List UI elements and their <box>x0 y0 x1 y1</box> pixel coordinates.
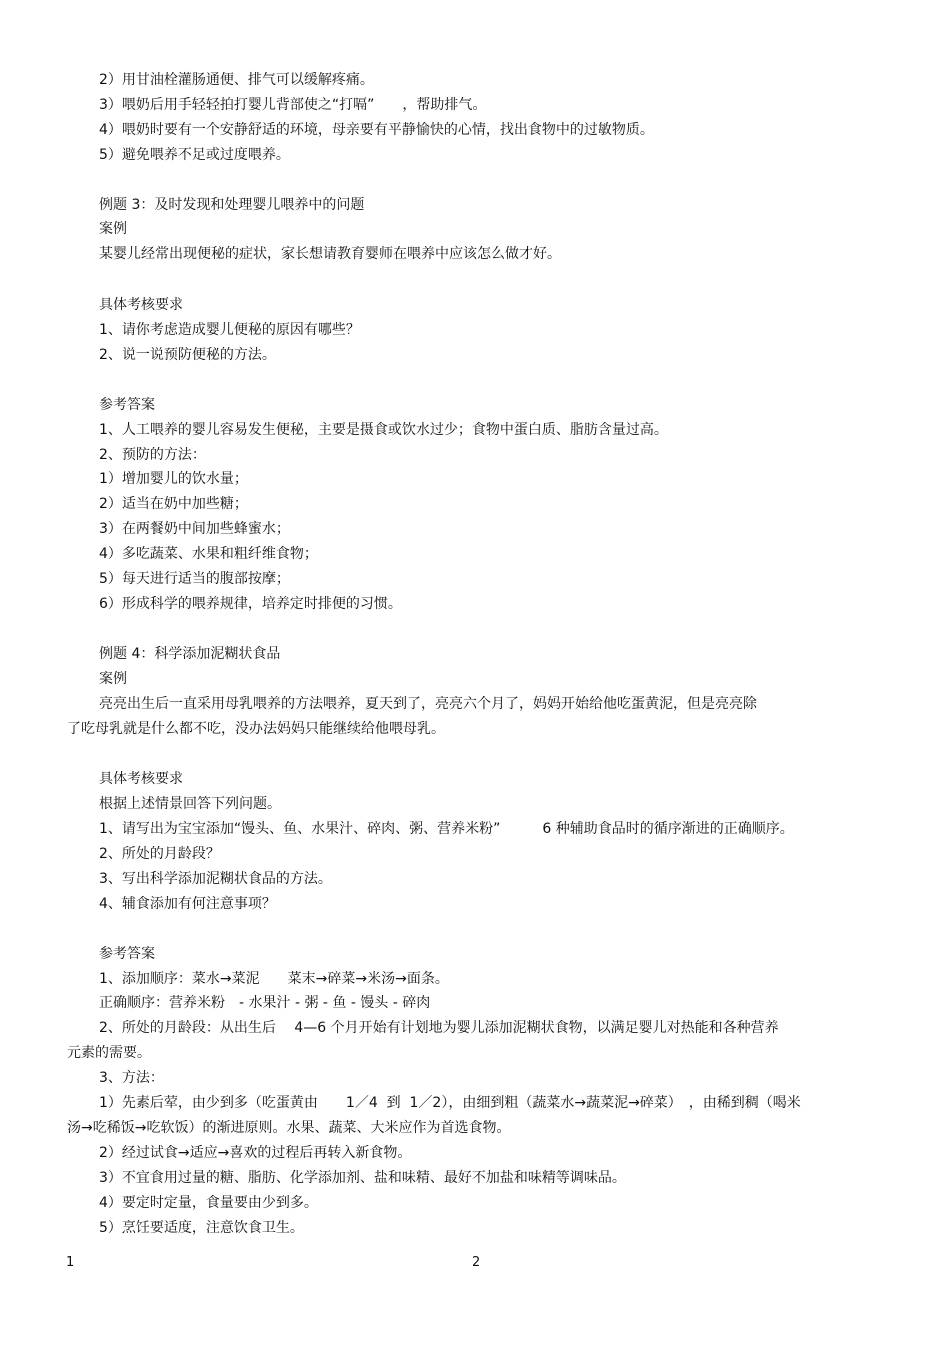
case-label: 案例 <box>99 671 127 687</box>
text-line: 4）多吃蔬菜、水果和粗纤维食物； <box>99 546 318 562</box>
text-line: 5）每天进行适当的腹部按摩； <box>99 571 290 587</box>
text-line: 5）烹饪要适度，注意饮食卫生。 <box>99 1220 304 1236</box>
answer-heading: 参考答案 <box>99 946 155 962</box>
text-line: 2、所处的月龄段？ <box>99 846 220 862</box>
page-number-right: 2 <box>472 1255 481 1270</box>
text-line: 3、方法： <box>99 1070 164 1086</box>
text-line: 2）用甘油栓灌肠通便、排气可以缓解疼痛。 <box>99 72 374 88</box>
text-line: 了吃母乳就是什么都不吃，没办法妈妈只能继续给他喂母乳。 <box>67 721 445 737</box>
requirements-heading: 具体考核要求 <box>99 297 183 313</box>
text-line: 2、说一说预防便秘的方法。 <box>99 347 276 363</box>
page-number-left: 1 <box>66 1255 75 1270</box>
text-line: 1、人工喂养的婴儿容易发生便秘，主要是摄食或饮水过少；食物中蛋白质、脂肪含量过高。 <box>99 422 668 438</box>
text-line: 3）喂奶后用手轻轻拍打婴儿背部使之“打嗝” ，帮助排气。 <box>99 97 487 113</box>
text-line: 2、所处的月龄段：从出生后 4—6 个月开始有计划地为婴儿添加泥糊状食物，以满足婴儿对热能和各种营养 <box>99 1020 779 1036</box>
text-line: 3、写出科学添加泥糊状食品的方法。 <box>99 871 332 887</box>
text-line: 1、添加顺序：菜水→菜泥 菜末→碎菜→米汤→面条。 <box>99 971 449 987</box>
text-line: 正确顺序：营养米粉 - 水果汁 - 粥 - 鱼 - 馒头 - 碎肉 <box>99 995 431 1011</box>
text-line: 汤→吃稀饭→吃软饭）的渐进原则。水果、蔬菜、大米应作为首选食物。 <box>67 1120 511 1136</box>
text-line: 1）先素后荤，由少到多（吃蛋黄由 1／4 到 1／2），由细到粗（蔬菜水→蔬菜泥→碎菜） ，由稀到稠（喝米 <box>99 1095 801 1111</box>
example-4-heading: 例题 4：科学添加泥糊状食品 <box>99 646 281 662</box>
text-line: 3）不宜食用过量的糖、脂肪、化学添加剂、盐和味精、最好不加盐和味精等调味品。 <box>99 1170 626 1186</box>
text-line: 1）增加婴儿的饮水量； <box>99 471 248 487</box>
text-line: 1、请你考虑造成婴儿便秘的原因有哪些？ <box>99 322 360 338</box>
case-label: 案例 <box>99 221 127 237</box>
text-line: 元素的需要。 <box>67 1045 151 1061</box>
text-line: 4）要定时定量，食量要由少到多。 <box>99 1195 318 1211</box>
text-line: 5）避免喂养不足或过度喂养。 <box>99 147 290 163</box>
text-line: 根据上述情景回答下列问题。 <box>99 796 281 812</box>
text-line: 某婴儿经常出现便秘的症状，家长想请教育婴师在喂养中应该怎么做才好。 <box>99 246 561 262</box>
text-line: 1、请写出为宝宝添加“馒头、鱼、水果汁、碎肉、粥、营养米粉” 6 种辅助食品时的循序渐进的正确顺序。 <box>99 821 794 837</box>
text-line: 2、预防的方法： <box>99 447 206 463</box>
text-line: 4、辅食添加有何注意事项？ <box>99 896 276 912</box>
text-line: 2）适当在奶中加些糖； <box>99 496 248 512</box>
text-line: 2）经过试食→适应→喜欢的过程后再转入新食物。 <box>99 1145 412 1161</box>
text-line: 4）喂奶时要有一个安静舒适的环境，母亲要有平静愉快的心情，找出食物中的过敏物质。 <box>99 122 654 138</box>
answer-heading: 参考答案 <box>99 397 155 413</box>
example-3-heading: 例题 3：及时发现和处理婴儿喂养中的问题 <box>99 197 365 213</box>
text-line: 3）在两餐奶中间加些蜂蜜水； <box>99 521 290 537</box>
text-line: 亮亮出生后一直采用母乳喂养的方法喂养，夏天到了，亮亮六个月了，妈妈开始给他吃蛋黄泥，但是亮亮除 <box>99 696 757 712</box>
requirements-heading: 具体考核要求 <box>99 771 183 787</box>
text-line: 6）形成科学的喂养规律，培养定时排便的习惯。 <box>99 596 402 612</box>
